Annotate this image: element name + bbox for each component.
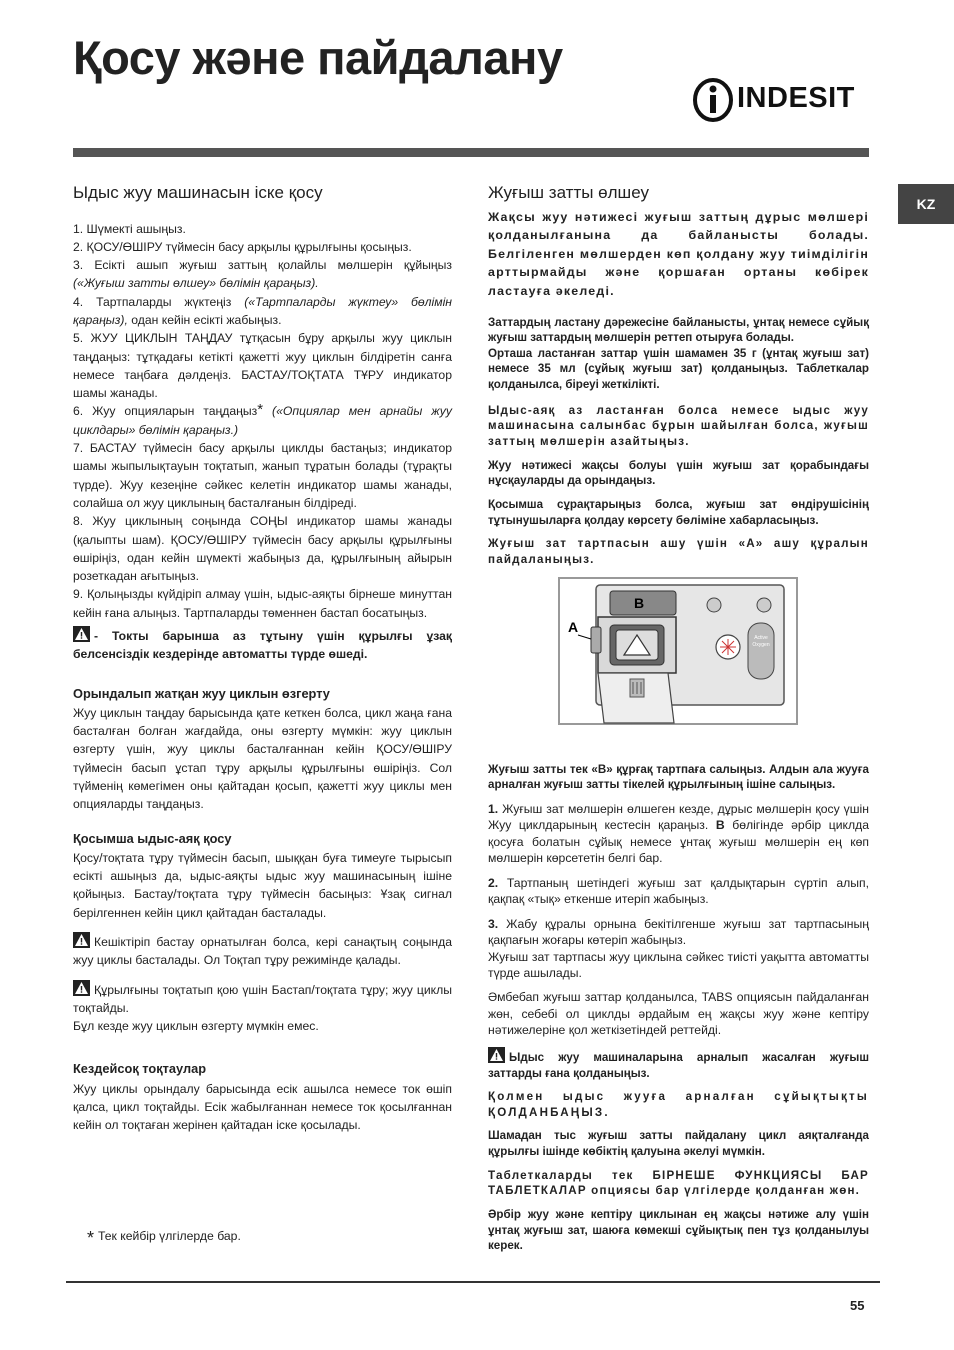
step-1: 1. Шүмекті ашыңыз. [73, 221, 186, 236]
detergent-step-3b: Жуғыш зат тартпасы жуу циклына сәйкес тиісті уақытта автоматты түрде ашылады. [488, 949, 869, 981]
step-9: 9. Қолыңызды күйдіріп алмау үшін, ыдыс-аяқты бірнеше минуттан кейін ғана алыңыз. Тартпаларды төменнен бастап босатыңыз. [73, 587, 452, 620]
brand-name: INDESIT [737, 82, 855, 114]
subheading-interruptions: Кездейсоқ тоқтаулар [73, 1061, 207, 1077]
detergent-p11: Әмбебап жуғыш заттар қолданылса, TABS опциясын пайдаланған жөн, себебі ол циклды әрдайым ең жақсы жуу және кептіру нәтижелеріне қол жеткізетіндей реттейді. [488, 990, 869, 1038]
step-6: 6. Жуу опцияларын таңдаңыз* («Опциялар мен арнайы жуу циклдары» бөлімін қараңыз.) [73, 401, 452, 437]
detergent-p2: Орташа ластанған заттар үшін шамамен 35 г (ұнтақ жуғыш зат) немесе 35 мл (сұйық жуғыш зат) қолданыңыз. Таблеткалар қолданылса, біреуі жеткілікті. [488, 346, 869, 392]
page-number: 55 [850, 1298, 865, 1313]
add-dishes-text: Қосу/тоқтата тұру түймесін басып, шыққан буға тимеуге тырысып есікті ашыңыз да, ыдыс-аяқты ыдыс жуу машинасының ішіне қойыңыз. Бастау/тоқтата тұру түймесін басыңыз: Ұзақ сигнал берілгеннен кейін цикл қайтадан басталады. [73, 850, 452, 920]
step-4: 4. Тартпаларды жүктеңіз («Тартпаларды жүктеу» бөлімін қараңыз), одан кейін есікті жабыңыз. [73, 294, 453, 327]
detergent-p6: Жуғыш зат тартпасын ашу үшін «А» ашу құралын пайдаланыңыз. [488, 537, 869, 566]
warning-icon [73, 626, 90, 642]
detergent-p1: Заттардың ластану дәрежесіне байланысты, ұнтақ немесе сұйық жуғыш заттардың мөлшерін реттеп отыруға болады. [488, 315, 869, 345]
warning-delayed-start: Кешіктіріп бастау орнатылған болса, кері санақтың соңында жуу циклы басталады. Ол Тоқтап тұру режимінде қалады. [73, 932, 452, 970]
step-3: 3. Есікті ашып жуғыш заттың қолайлы мөлшерін құйыңыз («Жуғыш затты өлшеу» бөлімін қараңыз). [73, 258, 452, 291]
step-8: 8. Жуу циклының соңында СОҢЫ индикатор шамы жанады (қалыпты шам). ҚОСУ/ӨШІРУ түймесін басу арқылы құрылғыны өшіріңіз, одан кейін шүмекті жабыңыз да, құрылғының айырын розеткадан ағытыңыз. [73, 514, 452, 584]
detergent-p7: Жуғыш затты тек «В» құрғақ тартпаға салыңыз. Алдын ала жууға арналған жуғыш затты тікелей құрылғының ішіне салыңыз. [488, 762, 869, 792]
language-tab: KZ [898, 184, 954, 224]
brand-logo [692, 75, 872, 125]
detergent-p16: Әрбір жуу және кептіру циклынан ең жақсы нәтиже алу үшін ұнтақ жуғыш зат, шаюға көмекші сұйықтық пен тұз қолданылуы керек. [488, 1208, 869, 1253]
detergent-p13: Қолмен ыдыс жууға арналған сұйықтықты ҚОЛДАНБАҢЫЗ. [488, 1090, 869, 1119]
footnote: * Тек кейбір үлгілерде бар. [87, 1228, 241, 1248]
warning-pause: Құрылғыны тоқтатып қою үшін Бастап/тоқтата тұру; жуу циклы тоқтайды. [73, 980, 452, 1018]
warning-auto-off: - Токты барынша аз тұтыну үшін құрылғы ұзақ белсенсіздік кездерінде автоматты түрде өшеді. [73, 626, 452, 664]
detergent-step-2: 2. Тартпаның шетіндегі жуғыш зат қалдықтарын сүртіп алып, қақпақ «тық» еткенше итеріп жабыңыз. [488, 875, 869, 907]
detergent-p14: Шамадан тыс жуғыш затты пайдалану цикл аяқталғанда құрылғы ішінде көбіктің қалуына әкелуі мүмкін. [488, 1129, 869, 1159]
detergent-p4: Жуу нәтижесі жақсы болуы үшін жуғыш зат қорабындағы нұсқауларды да орындаңыз. [488, 458, 869, 488]
warning-icon [488, 1047, 505, 1063]
step-2: 2. ҚОСУ/ӨШІРУ түймесін басу арқылы құрылғыны қосыңыз. [73, 239, 412, 254]
detergent-p3: Ыдыс-аяқ аз ластанған болса немесе ыдыс жуу машинасына салынбас бұрын шайылған болса, жуғыш заттың мөлшерін азайтыңыз. [488, 403, 869, 449]
change-cycle-text: Жуу циклын таңдау барысында қате кеткен болса, цикл жаңа ғана басталған болған жағдайда, оны өзгерту мүмкін: жуу циклын өзгерту үшін, жуу циклы басталғаннан кейін ҚОСУ/ӨШІРУ түймесін басып ұстап тұру арқылы құрылғыны өшіріңіз. Сол түйменің көмегімен оны қайтадан қосып, қажетті жуу циклы мен опцияларды таңдаңыз. [73, 705, 452, 812]
detergent-p15: Таблеткаларды тек БІРНЕШЕ ФУНКЦИЯСЫ БАР ТАБЛЕТКАЛАР опциясы бар үлгілерде қолданған жөн. [488, 1168, 869, 1198]
pause-note: Бұл кезде жуу циклын өзгерту мүмкін емес. [73, 1019, 319, 1034]
subheading-change-cycle: Орындалып жатқан жуу циклын өзгерту [73, 685, 330, 701]
interruptions-text: Жуу циклы орындалу барысында есік ашылса немесе ток өшіп қалса, цикл тоқтайды. Есік жабылғаннан немесе ток қосылғаннан кейін ол тоқтаған жерінен қайтадан іске қосылады. [73, 1081, 452, 1133]
figure-active-label: Active [754, 635, 768, 641]
detergent-dispenser-figure [558, 577, 798, 725]
detergent-lead: Жақсы жуу нәтижесі жуғыш заттың дұрыс мөлшері қолданылғанына да байланысты болады. Белгіленген мөлшерден көп қолдану жуу тиімділігін арттырмайды және қоршаған ортаны көбірек ластауға әкеледі. [488, 209, 869, 298]
detergent-warning: Ыдыс жуу машиналарына арналып жасалған жуғыш заттарды ғана қолданыңыз. [488, 1047, 869, 1081]
detergent-p5: Қосымша сұрақтарыңыз болса, жуғыш зат өндірушісінің тұтынушыларға қолдау көрсету бөліміне хабарласыңыз. [488, 497, 869, 527]
figure-label-b: B [633, 595, 645, 611]
detergent-step-3: 3. Жабу құралы орнына бекітілгенше жуғыш зат тартпасының қақпағын жоғары көтеріп жабыңыз. [488, 916, 869, 948]
section-heading-start: Ыдыс жуу машинасын іске қосу [73, 183, 323, 202]
detergent-step-1: 1. Жуғыш зат мөлшерін өлшеген кезде, дұрыс мөлшерін қосу үшін Жуу циклдарының кестесін қараңыз. B бөлігінде әрбір циклда қосуға болатын сұйық немесе ұнтақ жуғыш мөлшерін ең көп мөлшерін көрсететін белгі бар. [488, 801, 870, 866]
section-heading-detergent: Жуғыш затты өлшеу [488, 183, 649, 202]
warning-icon [73, 932, 90, 948]
figure-oxygen-label: Oxygen [752, 642, 770, 648]
footer-divider [66, 1281, 880, 1283]
warning-icon [73, 980, 90, 996]
indesit-logo-icon [692, 77, 734, 123]
header-divider [73, 148, 869, 157]
page-title: Қосу және пайдалану [73, 31, 563, 84]
subheading-add-dishes: Қосымша ыдыс-аяқ қосу [73, 830, 232, 846]
step-5: 5. ЖУУ ЦИКЛЫН ТАҢДАУ тұтқасын бұру арқылы жуу циклын таңдаңыз: тұтқадағы кетікті қажетті жуу циклын білдіретін санға немесе таңбаға дәлдеңіз. БАСТАУ/ТОҚТАТА ТҰРУ индикатор шамы жанады. [73, 331, 452, 401]
left-column [73, 180, 452, 1135]
figure-label-a: A [568, 619, 579, 635]
step-7: 7. БАСТАУ түймесін басу арқылы циклды бастаңыз; индикатор шамы жыпылықтауын тоқтатып, жанып тұратын болады (тұрақты түрде). Жуу кезеңіне сәйкес келетін индикатор шамы жанады, солайша ол жуу циклының басталғанын білдіреді. [73, 441, 452, 510]
